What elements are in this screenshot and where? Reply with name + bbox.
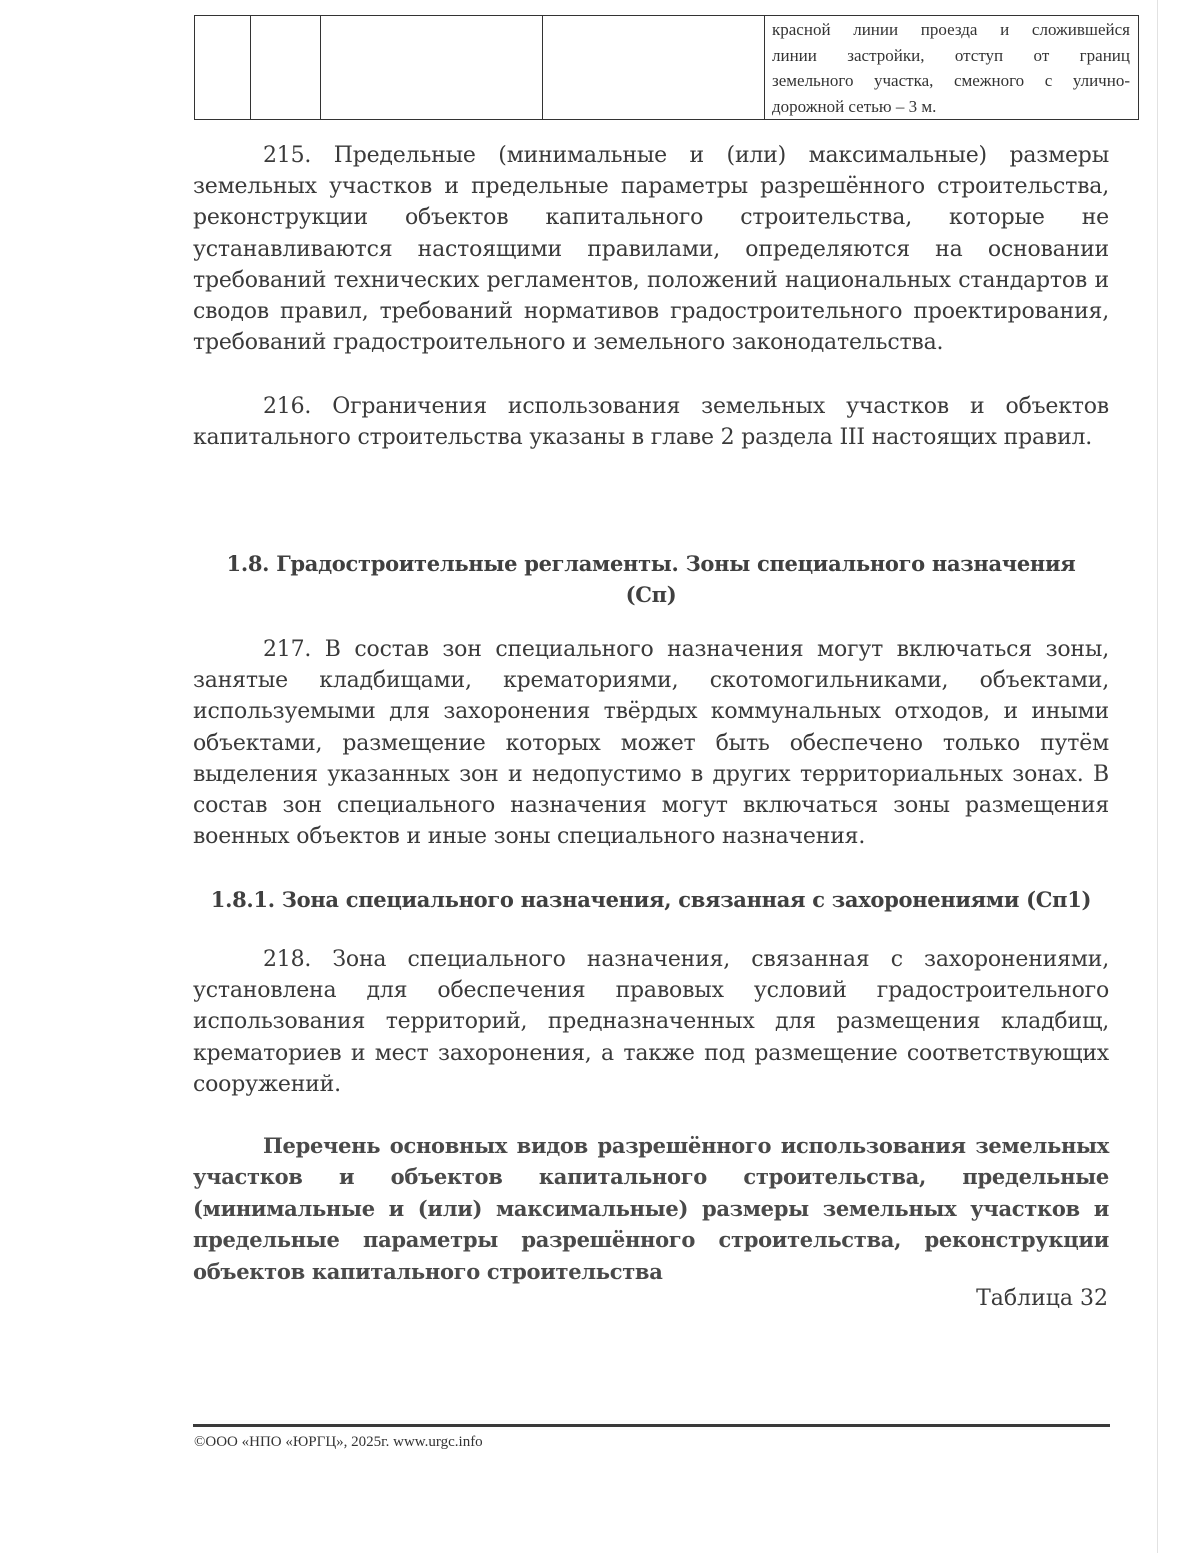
scan-edge-line — [1157, 0, 1158, 1553]
table-row — [195, 16, 1139, 120]
cell-line: дорожной сетью – 3 м. — [772, 96, 937, 116]
table-cell-empty-3 — [321, 16, 543, 120]
table-cell-empty-1 — [195, 16, 251, 120]
table-cell-empty-4 — [543, 16, 765, 120]
paragraph-218: 218. Зона специального назначения, связанная с захоронениями, установлена для обеспечения правовых условий градостроительного использования территорий, предназначенных для размещения кладбищ, крематориев и мест захоронения, а также под размещение соответствующих сооружений. — [193, 947, 1109, 1097]
paragraph-216: 216. Ограничения использования земельных участков и объектов капитального строительства указаны в главе 2 раздела III настоящих правил. — [193, 394, 1109, 451]
table-cell-empty-2 — [251, 16, 321, 120]
cell-line: земельного участка, смежного с улично- — [772, 71, 1130, 90]
table-caption: Таблица 32 — [976, 1286, 1108, 1311]
paragraph-215: 215. Предельные (минимальные и (или) максимальные) размеры земельных участков и предельные параметры разрешённого строительства, реконструкции объектов капитального строительства, которые не устанавливаются настоящими правилами, определяются на основании требований технических регламентов, положений национальных стандартов и сводов правил, требований нормативов градостроительного проектирования, требований градостроительного и земельного законодательства. — [193, 143, 1109, 356]
continued-table-fragment — [194, 15, 1139, 120]
cell-line: линии застройки, отступ от границ — [772, 45, 1130, 65]
paragraph-217: 217. В состав зон специального назначения могут включаться зоны, занятые кладбищами, крематориями, скотомогильниками, объектами, используемыми для захоронения твёрдых коммунальных отходов, и иными объектами, размещение которых может быть обеспечено только путём выделения указанных зон и недопустимо в других территориальных зонах. В состав зон специального назначения могут включаться зоны размещения военных объектов и иные зоны специального назначения. — [193, 637, 1109, 850]
footer-divider — [193, 1424, 1110, 1427]
subsection-heading-1-8-1: 1.8.1. Зона специального назначения, связанная с захоронениями (Сп1) — [210, 887, 1092, 912]
table-cell-setback-text — [765, 16, 1139, 120]
section-heading-1-8: 1.8. Градостроительные регламенты. Зоны специального назначения (Сп) — [226, 551, 1076, 607]
cell-line: красной линии проезда и сложившейся — [772, 20, 1130, 39]
permitted-uses-list-title: Перечень основных видов разрешённого использования земельных участков и объектов капитального строительства, предельные (минимальные и (или) максимальные) размеры земельных участков и предельные параметры разрешённого строительства, реконструкции объектов капитального строительства — [193, 1133, 1109, 1284]
footer-copyright: ©ООО «НПО «ЮРГЦ», 2025г. www.urgc.info — [194, 1434, 483, 1450]
